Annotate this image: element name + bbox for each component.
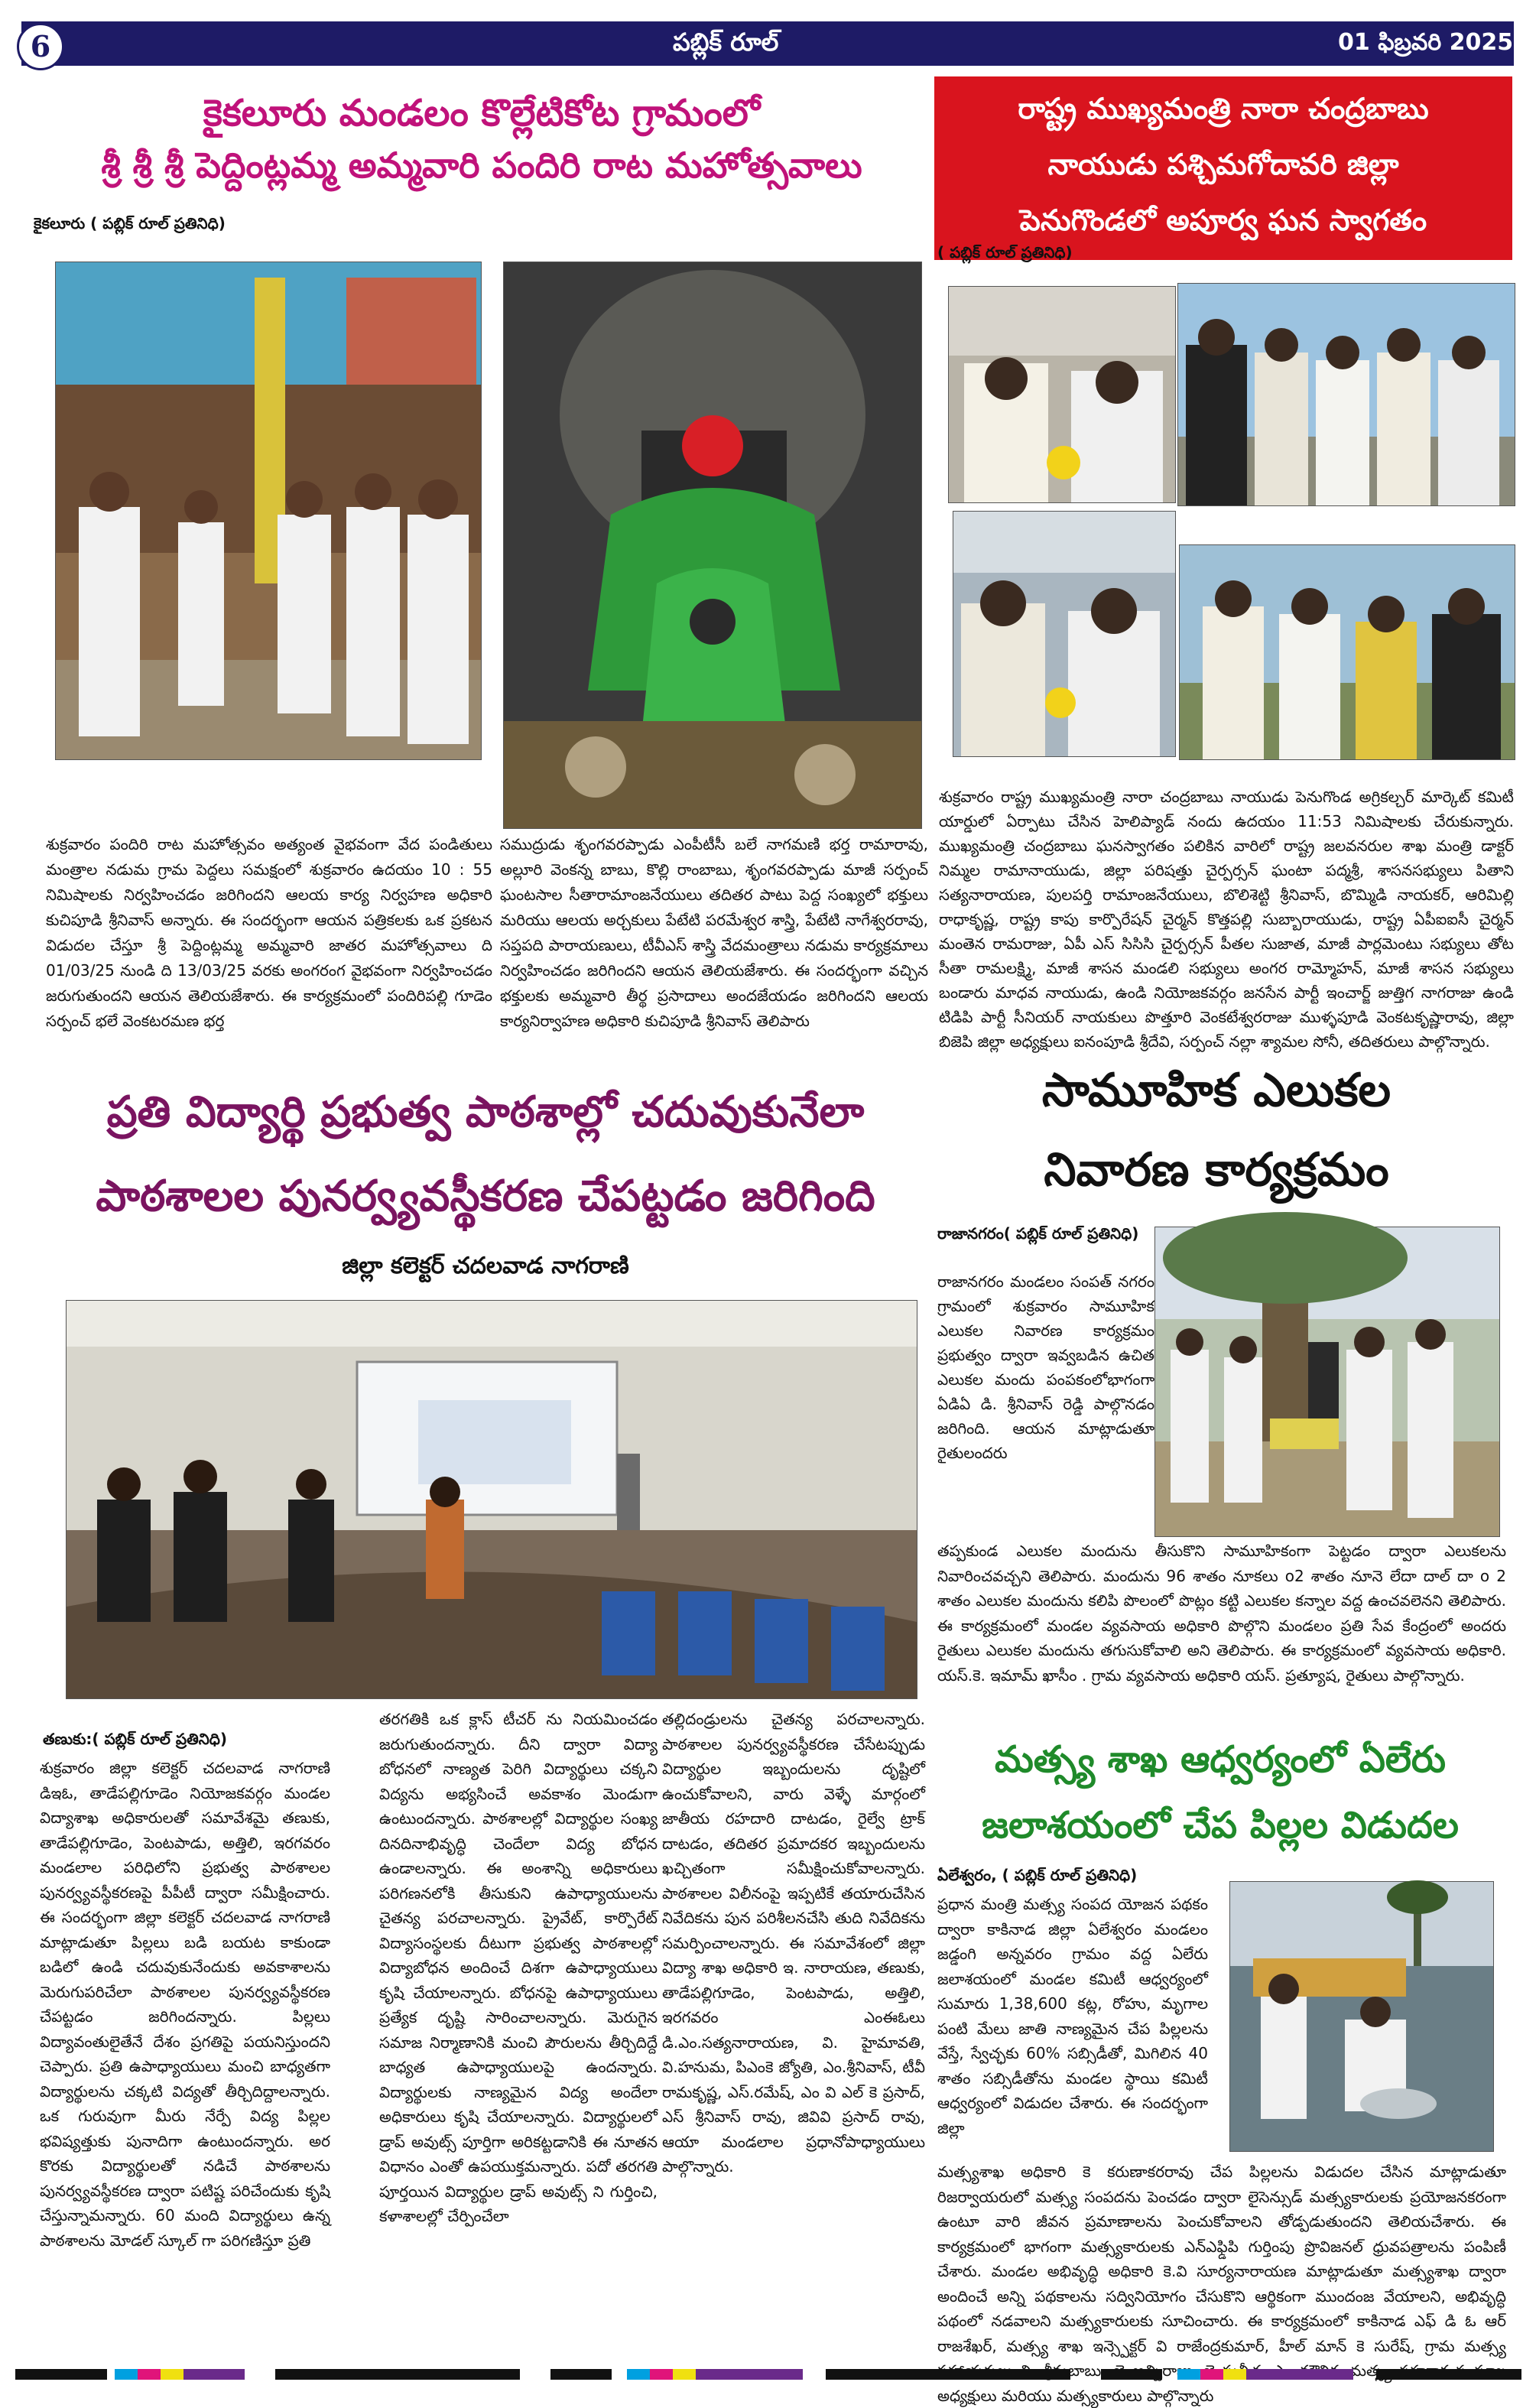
paper-name: పబ్లిక్ రూల్ <box>673 28 779 57</box>
story3-column-2: తరగతికి ఒక క్లాస్ టీచర్ ను నియమించడం జరుగుతుందన్నారు. దీని ద్వారా విద్యా బోధనలో నాణ్యత పెరిగి విద్యార్థులు చక్కని విద్యను అభ్యసించే అవకాశం మెండుగా ఉంటుందన్నారు. పాఠశాలల్లో విద్యార్థుల సంఖ్య దినదినాభివృద్ధి చెందేలా విద్య బోధన ఉండాలన్నారు. ఈ అంశాన్ని అధికారులు పరిగణనలోకి తీసుకుని ఉపాధ్యాయులను చైతన్య పరచాలన్నారు. ప్రైవేట్, కార్పొరేట్ విద్యాసంస్థలకు దీటుగా ప్రభుత్వ పాఠశాలల్లో విద్యాబోధన అందించే దిశగా ఉపాధ్యాయులు కృషి చేయాలన్నారు. బోధనపై ఉపాధ్యాయులు ప్రత్యేక దృష్టి సారించాలన్నారు. మెరుగైన సమాజ నిర్మాణానికి మంచి పౌరులను తీర్చిదిద్దే బాధ్యత ఉపాధ్యాయులపై ఉందన్నారు. విద్యార్థులకు నాణ్యమైన విద్య అందేలా అధికారులు కృషి చేయాలన్నారు. విద్యార్థులలో డ్రాప్ అవుట్స్ పూర్తిగా అరికట్టడానికి ఈ నూతన విధానం ఎంతో ఉపయుక్తమన్నారు. పదో తరగతి పూర్తయిన విద్యార్థుల డ్రాప్ అవుట్స్ ని గుర్తించి, కళాశాలల్లో చేర్పించేలా <box>379 1710 658 2225</box>
story1-column-2: సముద్రుడు శృంగవరప్పాడు ఎంపీటీసీ బలే నాగమణి భర్త రామారావు, అల్లూరి వెంకన్న బాబు, కొల్లి రాంబాబు, శృంగవరప్పాడు మాజీ సర్పంచ్ ఘంటసాల సీతారామాంజనేయులు తదితర పాటు పెద్ద సంఖ్యలో భక్తులు మరియు ఆలయ అర్చకులు పేటేటి పరమేశ్వర శాస్త్రి, పేటేటి నాగేశ్వరరావు, సప్తపది పారాయణులు, టీవీఎస్ శాస్త్రి వేదమంత్రాలు నడుమ కార్యక్రమాలు నిర్వహించడం జరిగిందని ఆయన తెలియజేశారు. ఈ సందర్భంగా వచ్చిన భక్తులకు అమ్మవారి తీర్థ ప్రసాదాలు అందజేయడం జరిగిందని ఆలయ కార్యనిర్వాహణ అధికారి కుచిపూడి శ్రీనివాస్ తెలిపారు <box>500 835 928 1030</box>
fish-release-photo <box>1229 1881 1494 2152</box>
story3-byline: తణుకు:( పబ్లిక్ రూల్ ప్రతినిధి) <box>43 1730 228 1748</box>
story5-byline: ఏలేశ్వరం, ( పబ్లిక్ రూల్ ప్రతినిధి) <box>937 1866 1138 1884</box>
story4-byline: రాజానగరం( పబ్లిక్ రూల్ ప్రతినిధి) <box>937 1224 1139 1243</box>
temple-ceremony-photo <box>55 262 482 760</box>
story4-body-narrow: రాజానగరం మండలం సంపత్ నగరం గ్రామంలో శుక్రవారం సామూహిక ఎలుకల నివారణ కార్యక్రమం ప్రభుత్వం ద్వారా ఇవ్వబడిన ఉచిత ఎలుకల మందు పంపకంలోభాగంగా ఏడిఏ డి. శ్రీనివాస్ రెడ్డి పాల్గొనడం జరిగింది. ఆయన మాట్లాడుతూ రైతులందరు <box>937 1272 1154 1462</box>
story4-headline-line1: సామూహిక ఎలుకల <box>1041 1064 1391 1117</box>
story2-headline-line1: రాష్ట్ర ముఖ్యమంత్రి నారా చంద్రబాబు <box>1018 91 1429 125</box>
story2-headline-line2: నాయుడు పశ్చిమగోదావరి జిల్లా <box>1047 147 1399 181</box>
story2-headline-line3: పెనుగొండలో అపూర్వ ఘన స్వాగతం <box>1019 203 1427 238</box>
story3-subhead: జిల్లా కలెక్టర్ చదలవాడ నాగరాణి <box>342 1253 629 1279</box>
story5-body-wide: మత్స్యశాఖ అధికారి కె కరుణాకరరావు చేప పిల్లలను విడుదల చేసిన మాట్లాడుతూ రిజర్వాయరులో మత్స్య సంపదను పెంచడం ద్వారా లైసెన్సుడ్ మత్స్యకారులకు ప్రయోజనకరంగా ఉంటూ వారి జీవన ప్రమాణాలను పెంచుకోవాలని తోడ్పడుతుందని తెలియచేశారు. ఈ కార్యక్రమంలో భాగంగా మత్స్యకారులకు ఎన్ఎఫ్డిపి గుర్తింపు ప్రొవిజనల్ ధ్రువపత్రాలను పంపిణీ చేశారు. మండల అభివృద్ధి అధికారి కె.వి సూర్యనారాయణ మాట్లాడుతూ మత్స్యశాఖ ద్వారా అందించే అన్ని పథకాలను సద్వినియోగం చేసుకొని ఆర్థికంగా ముందంజ వేయాలని, అభివృద్ధి పథంలో నడవాలని మత్స్యకారులకు సూచించారు. ఈ కార్యక్రమంలో కాకినాడ ఎఫ్ డి ఓ ఆర్ రాజశేఖర్, మత్స్య శాఖ ఇన్స్పెక్టర్ వి రాజేంద్రకుమార్, హీల్ మాన్ కె సురేష్, గ్రామ మత్స్య శ్రీనుబాబు, అచ్చిరాజు, మత్స్య అధ్యక్షులు మరియు మత్స్యకారులు పాల్గొన్నారు <box>937 2163 1506 2405</box>
cm-welcome-photo-1 <box>948 286 1176 503</box>
story2-body: శుక్రవారం రాష్ట్ర ముఖ్యమంత్రి నారా చంద్రబాబు నాయుడు పెనుగొండ అగ్రికల్చర్ మార్కెట్ కమిటీ యార్డులో ఏర్పాటు చేసిన హెలిప్యాడ్ నందు ఉదయం 11:53 నిమిషాలకు చేరుకున్నారు. ముఖ్యమంత్రి చంద్రబాబు ఘనస్వాగతం పలికిన వారిలో రాష్ట్ర జలవనరుల శాఖ మంత్రి డాక్టర్ నిమ్మల రామానాయుడు, జిల్లా పరిషత్తు చైర్పర్సన్ ఘంటా పద్మశ్రీ, శాసనసభ్యులు పితాని సత్యనారాయణ, పులపర్తి రామాంజనేయులు, బొలిశెట్టి శ్రీనివాస్, బొమ్మిడి నాయకర్, ఆరిమిల్లి రాధాకృష్ణ, రాష్ట్ర కాపు కార్పొరేషన్ చైర్మన్ కొత్తపల్లి సుబ్బారాయుడు, రాష్ట్ర ఏపీఐఐసీ చైర్మన్ మంతెన రామరాజు, ఏపీ ఎస్ సిసిసి చైర్పర్సన్ పీతల సుజాత, మాజీ పార్లమెంటు సభ్యులు తోట సీతా రామలక్ష్మి, మాజీ శాసన మండలి సభ్యులు అంగర రామ్మోహన్, మాజీ శాసన సభ్యులు బండారు మాధవ నాయుడు, ఉండి నియోజకవర్గం జనసేన పార్టీ ఇంచార్జ్ జుత్తిగ నాగరాజు ఉండి టిడిపి పార్టీ సీనియర్ నాయకులు పొత్తూరి వెంకటేశ్వరరాజు ముళ్ళపూడి వెంకటకృష్ణారావు, జిల్లా బిజెపి జిల్లా అధ్యక్షులు ఐనంపూడి శ్రీదేవి, సర్పంచ్ నల్లా శ్యామల సోనీ, తదితరులు పాల్గొన్నారు. <box>939 788 1514 1051</box>
story1-byline: కైకలూరు ( పబ్లిక్ రూల్ ప్రతినిధి) <box>34 214 226 232</box>
story2-byline: ( పబ్లిక్ రూల్ ప్రతినిధి) <box>937 243 1073 262</box>
story3-column-1: శుక్రవారం జిల్లా కలెక్టర్ చదలవాడ నాగరాణి డిఇఓ, తాడేపల్లిగూడెం నియోజకవర్గం మండల విద్యాశాఖ అధికారులతో సమావేశమై తణుకు, తాడేపల్లిగూడెం, పెంటపాడు, అత్తిలి, ఇరగవరం మండలాల పరిధిలోని ప్రభుత్వ పాఠశాలల పునర్వ్యవస్థీకరణపై పీపీటీ ద్వారా సమీక్షించారు. ఈ సందర్భంగా జిల్లా కలెక్టర్ చదలవాడ నాగరాణి మాట్లాడుతూ పిల్లలు బడి బయట కాకుండా బడిలో ఉండి చదువుకునేందుకు అవకాశాలను మెరుగుపరిచేలా పాఠశాలల పునర్వ్యవస్థీకరణ చేపట్టడం జరిగిందన్నారు. పిల్లలు విద్యావంతులైతేనే దేశం ప్రగతిపై పయనిస్తుందని చెప్పారు. ప్రతి ఉపాధ్యాయులు మంచి బాధ్యతగా విద్యార్థులను చక్కటి విద్యతో తీర్చిదిద్దాలన్నారు. ఒక గురువుగా మీరు నేర్పే విద్య పిల్లల భవిష్యత్తుకు పునాదిగా ఉంటుందన్నారు. అర కొరకు విద్యార్థులతో నడిచే పాఠశాలను పునర్వ్యవస్థీకరణ ద్వారా పటిష్ట పరిచేందుకు కృషి చేస్తున్నామన్నారు. 60 మంది విద్యార్థులు ఉన్న పాఠశాలను మోడల్ స్కూల్ గా పరిగణిస్తూ ప్రతి <box>40 1759 330 2250</box>
page-number: 6 <box>17 23 64 70</box>
footer-color-strip <box>0 2369 1536 2380</box>
story5-headline-line1: మత్స్య శాఖ ఆధ్వర్యంలో ఏలేరు <box>995 1738 1446 1781</box>
paper-date: 01 ఫిబ్రవరి 2025 <box>1338 29 1514 56</box>
story3-headline-line2: పాఠశాలల పునర్వ్యవస్థీకరణ చేపట్టడం జరిగింది <box>96 1172 875 1221</box>
cm-welcome-photo-2 <box>1177 283 1515 506</box>
cm-welcome-photo-4 <box>1179 544 1515 760</box>
story5-body-narrow: ప్రధాన మంత్రి మత్స్య సంపద యోజన పథకం ద్వారా కాకినాడ జిల్లా ఏలేశ్వరం మండలం జడ్డంగి అన్నవరం గ్రామం వద్ద ఏలేరు జలాశయంలో మండల కమిటీ ఆధ్వర్యంలో సుమారు 1,38,600 కట్ల, రోహు, మృగాల పంటి మేలు జాతి నాణ్యమైన చేప పిల్లలను వేస్తే, స్వేచ్ఛకు 60% సబ్సిడీతో, మిగిలిన 40 శాతం సబ్సిడీతోను మండల స్థాయి కమిటీ ఆధ్వర్యంలో విడుదల చేశారు. ఈ సందర్భంగా జిల్లా <box>937 1895 1208 2137</box>
story4-body-wide: తప్పకుండ ఎలుకల మందును తీసుకొని సామూహికంగా పెట్టడం ద్వారా ఎలుకలను నివారించవచ్చని తెలిపారు. మందును 96 శాతం నూకలు o2 శాతం నూనె లేదా దాల్ దా o 2 శాతం ఎలుకల మందును కలిపి పొలంలో పొట్లం కట్టి ఎలుకల కన్నాల వద్ద ఉంచవలెనని తెలిపారు. ఈ కార్యక్రమంలో మండల వ్యవసాయ అధికారి పొల్గొని మండలం ప్రతి సేవ కేంద్రంలో అందరు రైతులు ఎలుకల మందును తగుసుకోవాలి అని తెలిపారు. ఈ కార్యక్రమంలో వ్యవసాయ అధికారి. యస్.కె. ఇమామ్ ఖాసీం . గ్రామ వ్యవసాయ అధికారి యస్. ప్రత్యూష, రైతులు పాల్గొన్నారు. <box>937 1542 1506 1685</box>
story1-headline-line2: శ్రీ శ్రీ శ్రీ పెద్దింట్లమ్మ అమ్మవారి పందిరి రాట మహోత్సవాలు <box>101 145 862 186</box>
story2-headline-box <box>934 76 1512 260</box>
story5-headline-line2: జలాశయంలో చేప పిల్లల విడుదల <box>982 1804 1459 1847</box>
goddess-idol-photo <box>503 262 922 829</box>
rat-control-photo <box>1154 1227 1500 1537</box>
story1-column-1: శుక్రవారం పందిరి రాట మహోత్సవం అత్యంత వైభవంగా వేద పండితులు మంత్రాల నడుమ గ్రామ పెద్దలు సమక్షంలో శుక్రవారం ఉదయం 10 : 55 నిమిషాలకు నిర్వహించడం జరిగిందని ఆలయ కార్య నిర్వహణ అధికారి కుచిపూడి శ్రీనివాస్ అన్నారు. ఈ సందర్భంగా ఆయన పత్రికలకు ఒక ప్రకటన విడుదల చేస్తూ శ్రీ పెద్దింట్లమ్మ అమ్మవారి జాతర మహోత్సవాలు ది 01/03/25 నుండి ది 13/03/25 వరకు అంగరంగ వైభవంగా నిర్వహించడం జరుగుతుందని ఆయన తెలియజేశారు. ఈ కార్యక్రమంలో పందిరిపల్లి గూడెం సర్పంచ్ భలే వెంకటరమణ భర్త <box>46 835 492 1030</box>
story3-headline-line1: ప్రతి విద్యార్థి ప్రభుత్వ పాఠశాల్లో చదువుకునేలా <box>106 1087 865 1137</box>
story1-headline-line1: కైకలూరు మండలం కొల్లేటికోట గ్రామంలో <box>203 92 761 135</box>
story3-column-3: తల్లిదండ్రులను చైతన్య పరచాలన్నారు. పాఠశాలల పునర్వ్యవస్థీకరణ చేసేటప్పుడు విద్యార్థుల ఇబ్బందులను దృష్టిలో ఉంచుకోవాలని, వారు వెళ్ళే మార్గంలో జాతీయ రహదారి దాటడం, రైల్వే ట్రాక్ దాటడం, తదితర ప్రమాదకర ఇబ్బందులను ఖచ్చితంగా సమీక్షించుకోవాలన్నారు. పాఠశాలల విలీనంపై ఇప్పటికే తయారుచేసిన నివేదికను పున పరిశీలనచేసి తుది నివేదికను సమర్పించాలన్నారు. ఈ సమావేశంలో జిల్లా విద్యా శాఖ అధికారి ఇ. నారాయణ, తణుకు, తాడేపల్లిగూడెం, పెంటపాడు, అత్తిలి, ఇరగవరం ఎంఈఓలు డి.ఎం.సత్యనారాయణ, వి. హైమావతి, వి.హనుమ, పిఎంకె జ్యోతి, ఎం.శ్రీనివాస్, టీవీ రామకృష్ణ, ఎస్.రమేష్, ఎం వి ఎల్ కె ప్రసాద్, ఎస్ శ్రీనివాస్ రావు, జివివి ప్రసాద్ రావు, ఆయా మండలాల ప్రధానోపాధ్యాయులు పాల్గొన్నారు. <box>662 1710 925 2176</box>
collector-meeting-photo <box>66 1300 917 1699</box>
story4-headline-line2: నివారణ కార్యక్రమం <box>1044 1143 1389 1197</box>
cm-welcome-photo-3 <box>953 511 1176 757</box>
